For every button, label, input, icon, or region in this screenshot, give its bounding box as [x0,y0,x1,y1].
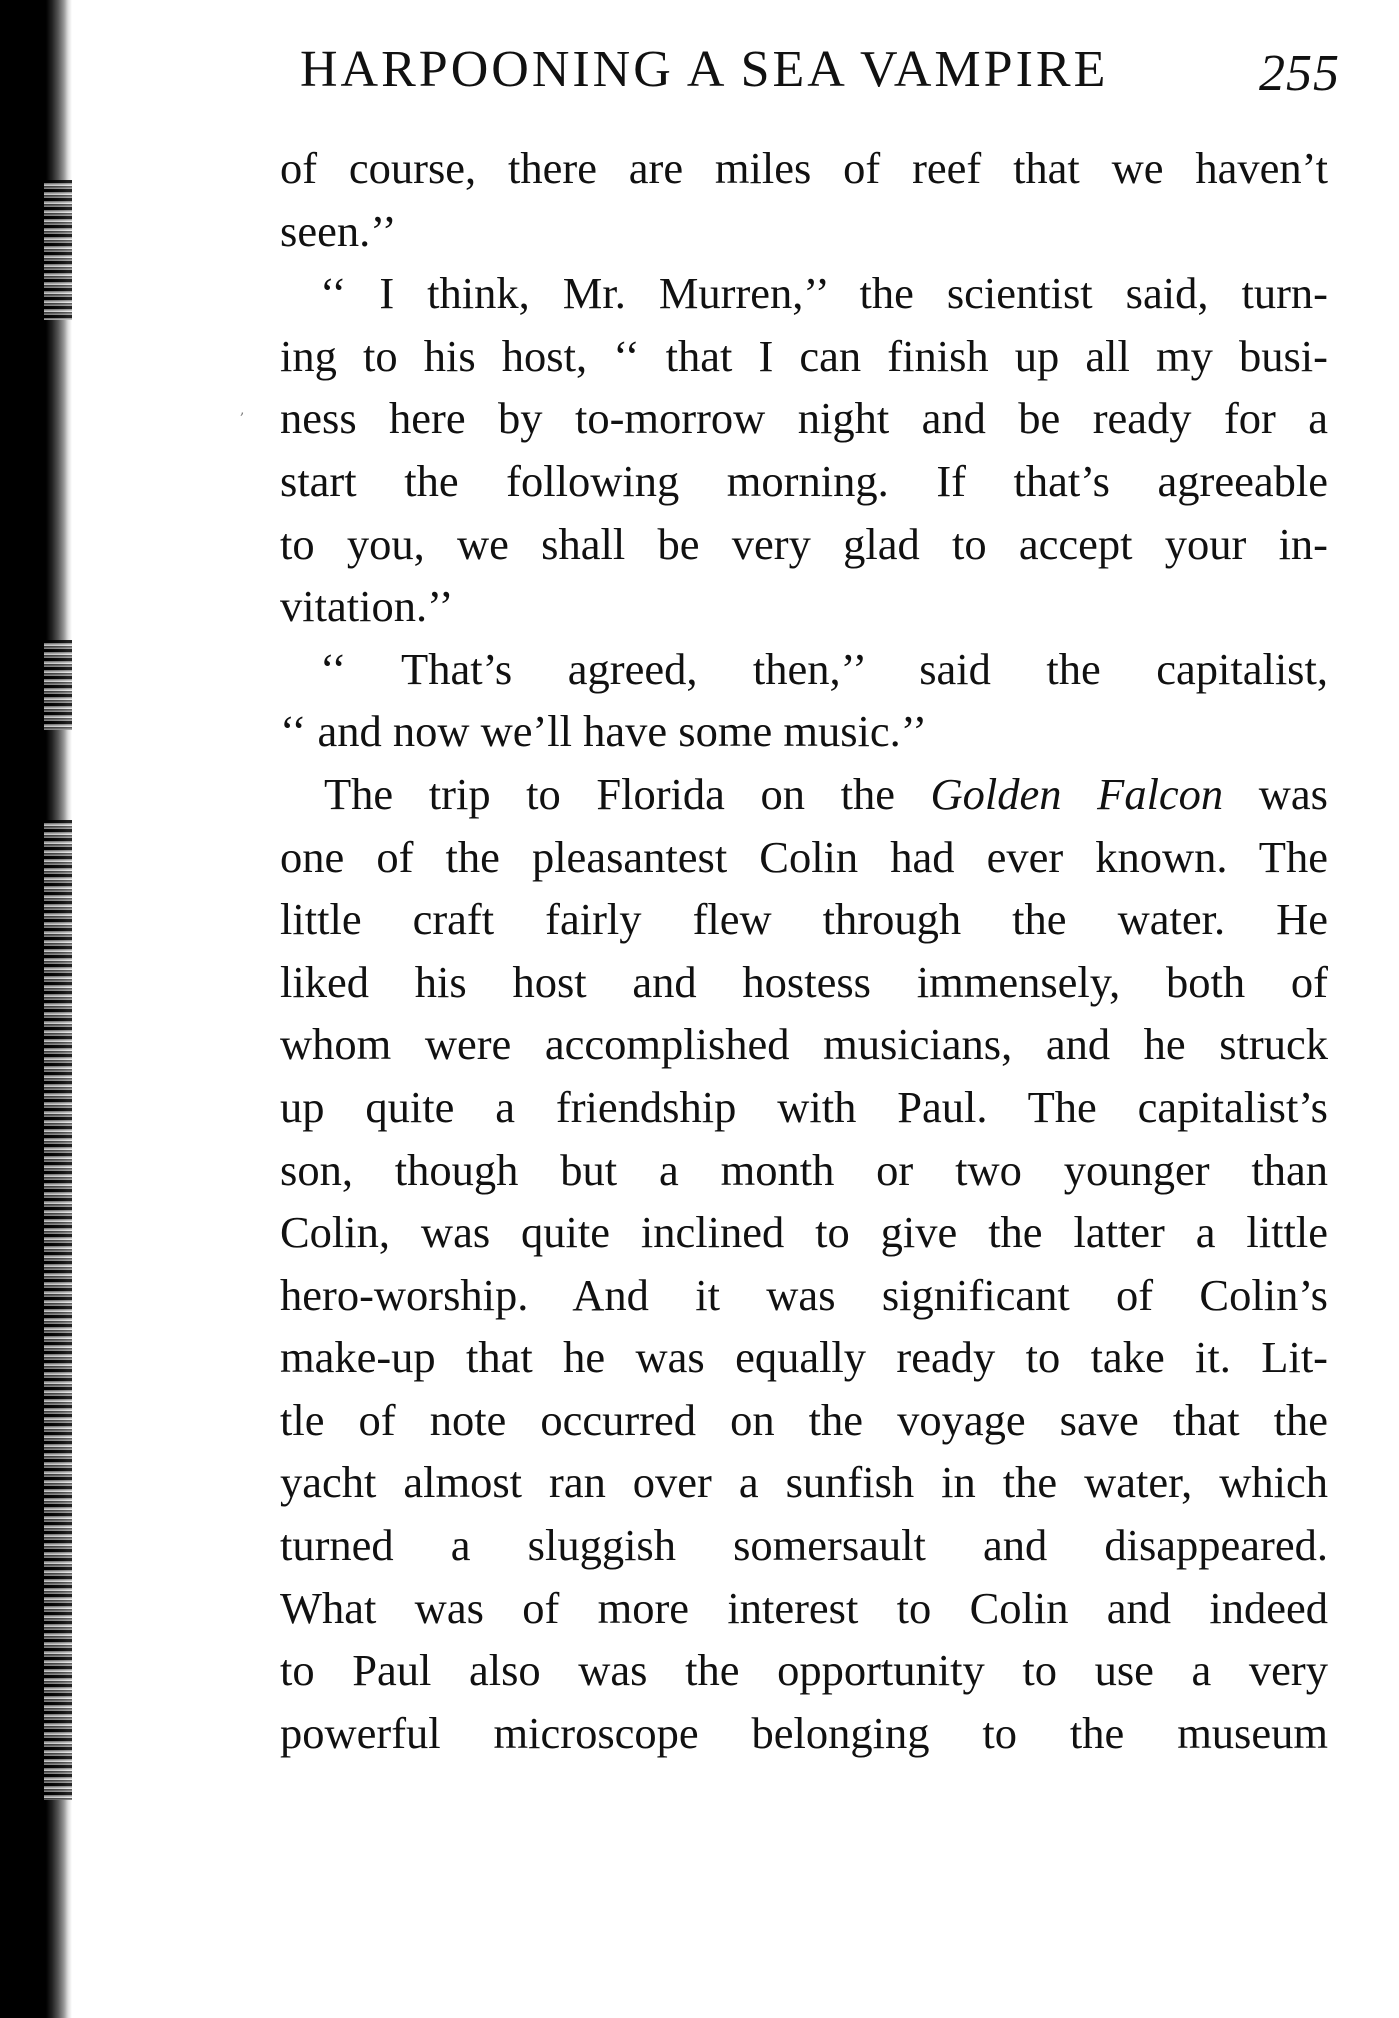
text-line: hero-worship. And it was significant of Colin’s [280,1269,1328,1320]
text-line: son, though but a month or two younger than [280,1144,1328,1195]
running-head [300,40,1340,110]
text-line: tle of note occurred on the voyage save that the [280,1394,1328,1445]
text-line: little craft fairly flew through the water. He [280,894,1328,945]
text-line [280,763,1328,826]
ship-name: Golden Falcon [930,768,1224,819]
text-line: powerful microscope belonging to the museum [280,1707,1328,1758]
text-line: make-up that he was equally ready to take it. Lit- [280,1332,1328,1383]
text-line: of course, there are miles of reef that we haven’t [280,143,1328,193]
text-line: start the following morning. If that’s agreeable [280,455,1328,506]
text-line: whom were accomplished musicians, and he struck [280,1019,1328,1070]
text-line: ing to his host, ‘‘ that I can finish up all my busi- [280,330,1328,381]
scan-speck: , [240,402,245,418]
chapter-title: HARPOONING A SEA VAMPIRE [300,41,1109,98]
text-line: vitation.’’ [280,581,454,632]
text-line: ‘‘ and now we’ll have some music.’’ [280,706,928,757]
text-line: What was of more interest to Colin and indeed [280,1582,1328,1633]
text-segment: was [1258,768,1328,819]
scanned-binding-edge [0,0,72,2018]
text-line: Colin, was quite inclined to give the latter a little [280,1207,1328,1258]
page-number: 255 [1259,45,1340,102]
text-line: yacht almost ran over a sunfish in the water, which [280,1457,1328,1508]
text-line: ‘‘ That’s agreed, then,’’ said the capitalist, [320,643,1328,694]
text-line: ‘‘ I think, Mr. Murren,’’ the scientist said, turn- [320,268,1328,319]
text-line: one of the pleasantest Colin had ever known. The [280,831,1328,882]
text-line: up quite a friendship with Paul. The capitalist’s [280,1081,1328,1132]
text-line: to Paul also was the opportunity to use a very [280,1645,1328,1696]
text-segment: The trip to Florida on the [324,768,895,819]
text-line: liked his host and hostess immensely, both of [280,956,1328,1007]
body-text [280,137,1328,1764]
text-line: ness here by to-morrow night and be ready for a [280,393,1328,444]
text-line: to you, we shall be very glad to accept your in- [280,518,1328,569]
text-line: seen.’’ [280,205,397,256]
text-line: turned a sluggish somersault and disappeared. [280,1520,1328,1571]
